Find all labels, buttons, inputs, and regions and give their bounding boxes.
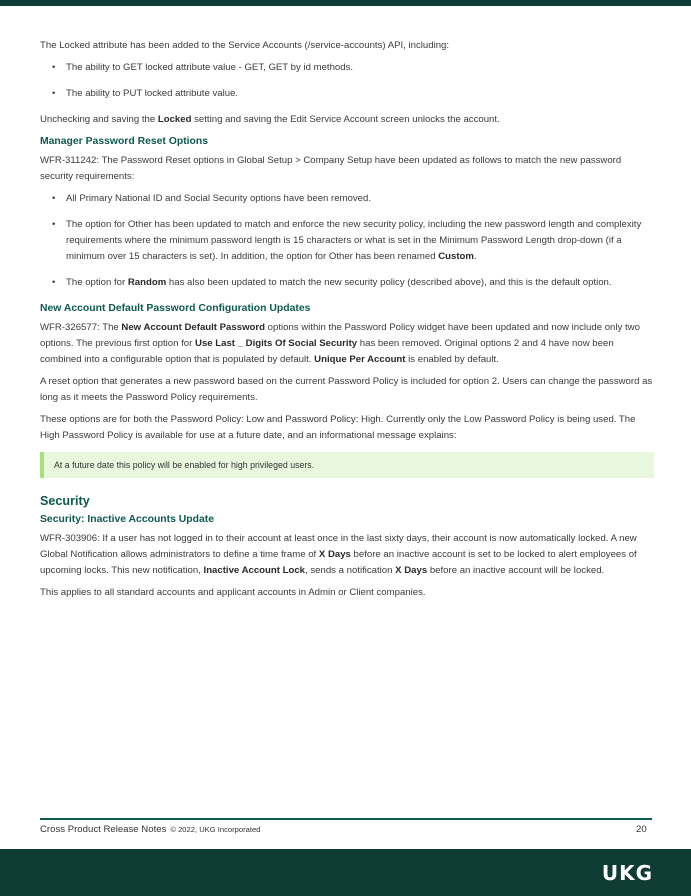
bold-term: New Account Default Password bbox=[121, 322, 265, 333]
bold-term: Unique Per Account bbox=[314, 354, 406, 365]
text-run: , sends a notification bbox=[305, 565, 396, 576]
bold-term: Custom bbox=[438, 251, 474, 262]
text-run: . bbox=[473, 251, 477, 262]
inactive-accounts-paragraph bbox=[40, 531, 654, 579]
text-run: has also been updated to match the new security policy (described above), and this is the default option. bbox=[166, 277, 612, 288]
applies-paragraph: This applies to all standard accounts and applicant accounts in Admin or Client companies. bbox=[40, 587, 426, 598]
list-item bbox=[40, 275, 654, 291]
top-bar bbox=[0, 0, 691, 6]
bold-term: X Days bbox=[395, 565, 428, 576]
bottom-band bbox=[0, 849, 691, 896]
info-callout: At a future date this policy will be enabled for high privileged users. bbox=[40, 452, 654, 478]
bold-term: Inactive Account Lock bbox=[203, 565, 306, 576]
policy-paragraph: These options are for both the Password Policy: Low and Password Policy: High. Currently only the Low Password Policy is being used. The High Password Policy is available for use at a future date, and an informational message explains: bbox=[40, 414, 636, 441]
list-item bbox=[40, 217, 654, 265]
page-number: 20 bbox=[636, 824, 647, 835]
text-run: Unchecking and saving the bbox=[40, 114, 158, 125]
manager-paragraph: WFR-311242: The Password Reset options in Global Setup > Company Setup have been updated as follows to match the new password security requirements: bbox=[40, 155, 622, 182]
new-account-paragraph bbox=[40, 320, 654, 368]
text-run: options within the Password Policy widget have been updated and now include only two options. The previous first option for bbox=[40, 322, 640, 349]
section-heading-new-account: New Account Default Password Configuration Updates bbox=[40, 303, 311, 314]
page-content bbox=[40, 38, 654, 607]
text-run: WFR-303906: If a user has not logged in to their account at least once in the last sixty days, their account is now automatically locked. A new Global Notification allows administrators to define a time frame of bbox=[40, 533, 637, 560]
list-item: • The ability to PUT locked attribute value. bbox=[40, 86, 654, 102]
text-run: before an inactive account will be locked. bbox=[427, 565, 605, 576]
text-run: setting and saving the Edit Service Account screen unlocks the account. bbox=[191, 114, 500, 125]
text-run: The option for Other has been updated to match and enforce the new security policy, including the new password length and complexity requirements where the minimum password length is 15 characters or what is set in the Minimum Password Length drop-down (if a minimum over 15 characters is set). In addition, the option for Other has been renamed bbox=[66, 219, 642, 262]
list-item: • All Primary National ID and Social Security options have been removed. bbox=[40, 191, 654, 207]
intro-paragraph: The Locked attribute has been added to the Service Accounts (/service-accounts) API, including: bbox=[40, 40, 450, 51]
bold-term: X Days bbox=[318, 549, 351, 560]
bold-term: Use Last _ Digits Of Social Security bbox=[195, 338, 358, 349]
copyright: © 2022, UKG Incorporated bbox=[170, 825, 261, 834]
list-item: • The ability to GET locked attribute value - GET, GET by id methods. bbox=[40, 60, 654, 76]
footer-title bbox=[40, 824, 260, 835]
intro-list bbox=[40, 60, 654, 102]
text-run: has been removed. Original options 2 and 4 have now been combined into a configurable option that is populated by default. bbox=[40, 338, 614, 365]
text-run: WFR-326577: The bbox=[40, 322, 122, 333]
document-title: Cross Product Release Notes bbox=[40, 824, 167, 835]
text-run: before an inactive account is set to be locked to alert employees of upcoming locks. This new notification, bbox=[40, 549, 637, 576]
reset-option-paragraph: A reset option that generates a new password based on the current Password Policy is included for option 2. Users can change the password as long as it meets the Password Policy requirements. bbox=[40, 376, 653, 403]
unlock-paragraph bbox=[40, 112, 654, 128]
manager-list bbox=[40, 191, 654, 291]
section-heading-inactive-accounts: Security: Inactive Accounts Update bbox=[40, 514, 214, 525]
text-run: The option for bbox=[66, 277, 128, 288]
section-heading-security: Security bbox=[40, 494, 90, 508]
text-run: is enabled by default. bbox=[405, 354, 499, 365]
bold-term: Locked bbox=[157, 114, 192, 125]
bold-term: Random bbox=[127, 277, 167, 288]
section-heading-manager: Manager Password Reset Options bbox=[40, 136, 209, 147]
ukg-logo: UKG bbox=[601, 861, 653, 885]
footer-divider bbox=[40, 818, 652, 820]
